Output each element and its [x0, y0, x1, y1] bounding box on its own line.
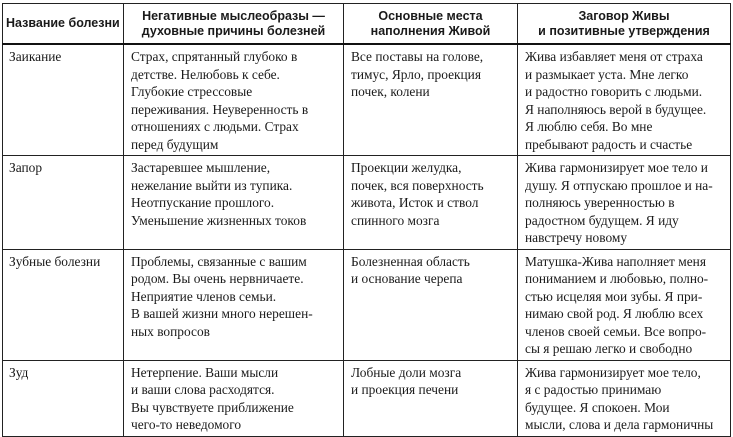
cause-line: Проблемы, связанные с вашим — [131, 253, 307, 269]
places-cell — [344, 249, 518, 360]
cause-line: Нетерпение. Ваши мысли — [131, 364, 279, 380]
disease-name-cell — [3, 44, 124, 156]
cause-line: перед будущим — [131, 136, 219, 152]
place-line: тимус, Ярло, проекция — [351, 66, 482, 82]
disease-name-cell — [3, 360, 124, 436]
place-line: Все поставы на голове, — [351, 49, 484, 64]
table-row — [3, 44, 731, 156]
table-row — [3, 360, 731, 436]
header-line: наполнения Живой — [370, 23, 491, 38]
header-disease-name — [3, 4, 124, 45]
place-line: Проекции желудка, — [351, 160, 462, 175]
affirmation-line: сы я решаю легко и свободно — [525, 341, 693, 356]
affirmation-line: пониманием и любовью, полно- — [525, 271, 709, 286]
place-line: спинного мозга — [351, 212, 440, 228]
header-line: и позитивные утверждения — [538, 23, 710, 38]
causes-cell — [124, 360, 344, 436]
affirmation-line: будущее. Я спокоен. Мои — [525, 399, 670, 415]
cause-line: чего-то неведомого — [131, 417, 242, 432]
cause-line: отношениях с людьми. Страх — [131, 119, 299, 134]
causes-cell — [124, 156, 344, 250]
cause-line: Уменьшение жизненных токов — [131, 212, 307, 228]
disease-name: Зуд — [9, 364, 29, 380]
affirmation-line: и радостно говорить с людьми. — [525, 84, 703, 99]
header-line: Основные места — [378, 8, 483, 23]
causes-cell — [124, 249, 344, 360]
disease-name-cell — [3, 156, 124, 250]
cause-line: и ваши слова расходятся. — [131, 382, 275, 397]
place-line: живота, Исток и ствол — [351, 195, 479, 210]
affirmation-line: навстречу новому — [525, 230, 628, 245]
affirmation-line: Жива гармонизирует мое тело и — [525, 160, 708, 175]
cause-line: Неотпускание прошлого. — [131, 195, 275, 210]
cause-line: детстве. Нелюбовь к себе. — [131, 66, 280, 82]
place-line: почек, колени — [351, 84, 430, 99]
places-cell — [344, 360, 518, 436]
table-header-row — [3, 4, 731, 45]
place-line: и проекция печени — [351, 382, 459, 397]
places-cell — [344, 44, 518, 156]
diseases-table — [2, 3, 731, 437]
affirmation-cell — [518, 44, 731, 156]
affirmation-line: Жива избавляет меня от страха — [525, 49, 703, 64]
header-negative-thoughts — [124, 4, 344, 45]
affirmation-cell — [518, 360, 731, 436]
disease-name: Заикание — [9, 49, 62, 64]
disease-name: Запор — [9, 160, 43, 175]
table-row — [3, 249, 731, 360]
affirmation-line: членов своей семьи. Все вопро- — [525, 323, 707, 339]
cause-line: родом. Вы очень нервничаете. — [131, 271, 304, 286]
cause-line: ных вопросов — [131, 323, 210, 339]
affirmation-line: Я люблю себя. Во мне — [525, 119, 653, 134]
header-affirmations — [518, 4, 731, 45]
cause-line: В вашей жизни много нерешен- — [131, 306, 313, 321]
affirmation-line: Матушка-Жива наполняет меня — [525, 253, 707, 269]
place-line: Болезненная область — [351, 253, 470, 269]
affirmation-line: пребывают радость и счастье — [525, 136, 693, 152]
causes-cell — [124, 44, 344, 156]
cause-line: Вы чувствуете приближение — [131, 399, 294, 415]
place-line: и основание черепа — [351, 271, 463, 286]
affirmation-line: я с радостью принимаю — [525, 382, 662, 397]
header-line: Негативные мыслеобразы — — [142, 8, 325, 23]
affirmation-cell — [518, 249, 731, 360]
affirmation-line: Жива гармонизирует мое тело, — [525, 364, 701, 380]
header-line: духовные причины болезней — [141, 23, 326, 38]
affirmation-line: и размыкает уста. Мне легко — [525, 66, 689, 82]
cause-line: Неприятие членов семьи. — [131, 288, 277, 304]
cause-line: Застаревшее мышление, — [131, 160, 271, 175]
affirmation-line: душу. Я отпускаю прошлое и на- — [525, 177, 713, 193]
place-line: Лобные доли мозга — [351, 364, 462, 380]
affirmation-line: нимаю свой род. Я люблю всех — [525, 306, 704, 321]
cause-line: переживания. Неуверенность в — [131, 101, 309, 117]
affirmation-line: радостном будущем. Я иду — [525, 212, 679, 228]
places-cell — [344, 156, 518, 250]
affirmation-line: полняюсь уверенностью в — [525, 195, 675, 210]
header-line: Название болезни — [6, 16, 120, 30]
cause-line: Глубокие стрессовые — [131, 84, 253, 99]
affirmation-line: мысли, слова и дела гармоничны — [525, 417, 714, 432]
affirmation-line: Я наполняюсь верой в будущее. — [525, 101, 707, 117]
disease-name-cell — [3, 249, 124, 360]
cause-line: нежелание выйти из тупика. — [131, 177, 293, 193]
affirmation-cell — [518, 156, 731, 250]
affirmation-line: стью исцеляя мои зубы. Я при- — [525, 288, 703, 304]
place-line: почек, вся поверхность — [351, 177, 484, 193]
header-main-places — [344, 4, 518, 45]
table-row — [3, 156, 731, 250]
cause-line: Страх, спрятанный глубоко в — [131, 49, 298, 64]
header-line: Заговор Живы — [578, 8, 670, 23]
disease-name: Зубные болезни — [9, 253, 101, 269]
